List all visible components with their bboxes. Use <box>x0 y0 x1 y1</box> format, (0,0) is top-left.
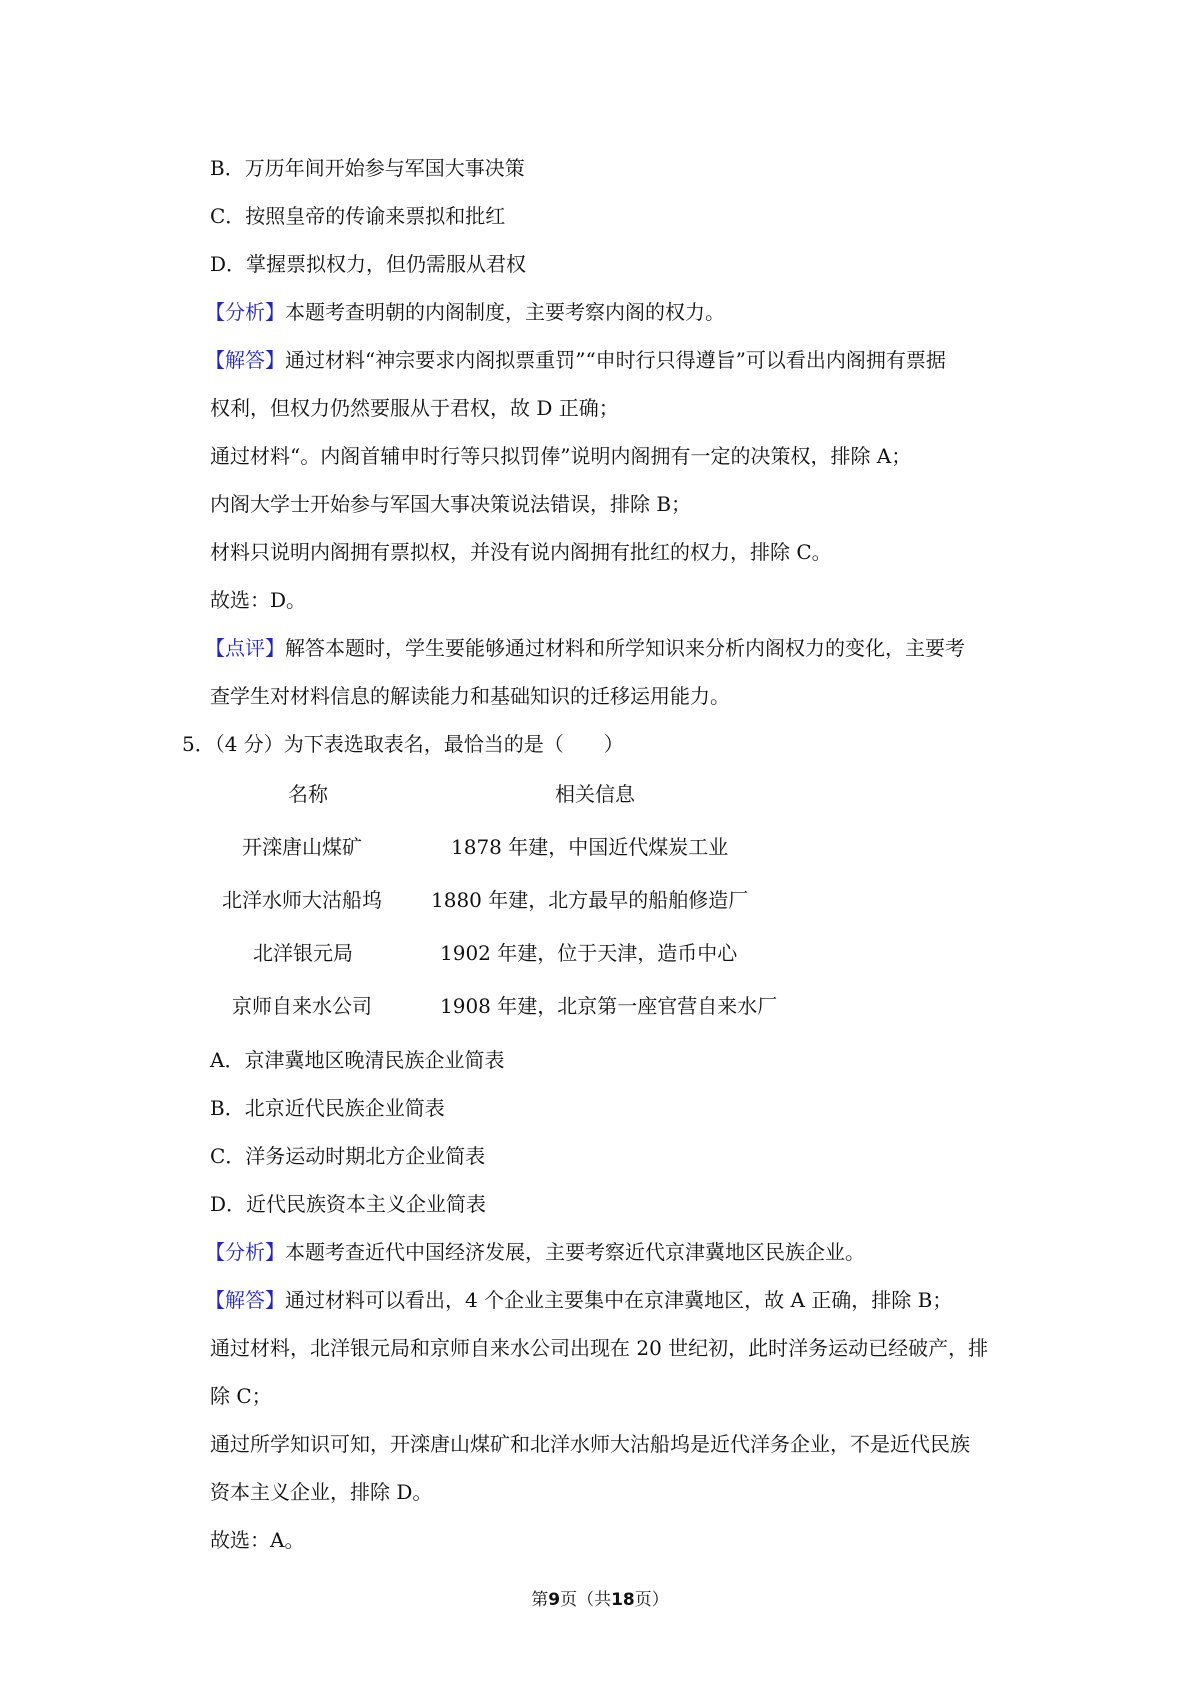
q4-answer <box>205 346 946 374</box>
q5-stem: 5．（4 分）为下表选取表名，最恰当的是（ ） <box>182 732 624 756</box>
footer-suffix: 页） <box>634 1590 669 1610</box>
footer-page-number: 9 <box>548 1590 561 1610</box>
answer-text: 通过材料“神宗要求内阁拟票重罚”“申时行只得遵旨”可以看出内阁拥有票据 <box>285 348 946 372</box>
comment-tag: 【点评】 <box>205 636 285 660</box>
q4-answer-line: 故选：D。 <box>210 588 307 612</box>
q4-option-b: B．万历年间开始参与军国大事决策 <box>210 156 525 180</box>
q4-answer-line: 通过材料“。内阁首辅申时行等只拟罚俸”说明内阁拥有一定的决策权，排除 A； <box>210 444 912 468</box>
analysis-tag: 【分析】 <box>205 1240 285 1264</box>
table-cell-name: 开滦唐山煤矿 <box>242 835 362 859</box>
q5-option-a: A．京津冀地区晚清民族企业简表 <box>210 1048 505 1072</box>
table-cell-info: 1878 年建，中国近代煤炭工业 <box>451 835 729 859</box>
q4-comment-line: 查学生对材料信息的解读能力和基础知识的迁移运用能力。 <box>210 684 730 708</box>
q5-answer-line: 故选：A。 <box>210 1528 305 1552</box>
q5-answer-line: 通过所学知识可知，开滦唐山煤矿和北洋水师大沽船坞是近代洋务企业，不是近代民族 <box>210 1432 970 1456</box>
q4-analysis <box>205 298 725 326</box>
q5-answer-line: 资本主义企业，排除 D。 <box>210 1480 433 1504</box>
answer-tag: 【解答】 <box>205 1288 285 1312</box>
answer-tag: 【解答】 <box>205 348 285 372</box>
q4-option-d: D．掌握票拟权力，但仍需服从君权 <box>210 252 527 276</box>
table-header-info: 相关信息 <box>555 782 635 806</box>
q4-answer-line: 内阁大学士开始参与军国大事决策说法错误，排除 B； <box>210 492 692 516</box>
q5-option-d: D．近代民族资本主义企业简表 <box>210 1192 487 1216</box>
q4-answer-line: 权利，但权力仍然要服从于君权，故 D 正确； <box>210 396 619 420</box>
footer-mid: 页（共 <box>560 1590 612 1610</box>
analysis-text: 本题考查明朝的内阁制度，主要考察内阁的权力。 <box>285 300 725 324</box>
table-cell-name: 北洋水师大沽船坞 <box>222 888 382 912</box>
q5-analysis <box>205 1238 865 1266</box>
analysis-text: 本题考查近代中国经济发展，主要考察近代京津冀地区民族企业。 <box>285 1240 865 1264</box>
table-cell-info: 1880 年建，北方最早的船舶修造厂 <box>431 888 749 912</box>
q5-answer-line: 除 C； <box>210 1384 272 1408</box>
analysis-tag: 【分析】 <box>205 300 285 324</box>
q5-option-b: B．北京近代民族企业简表 <box>210 1096 445 1120</box>
answer-text: 通过材料可以看出，4 个企业主要集中在京津冀地区，故 A 正确，排除 B； <box>285 1288 953 1312</box>
table-header-name: 名称 <box>288 782 328 806</box>
q5-option-c: C．洋务运动时期北方企业简表 <box>210 1144 486 1168</box>
table-cell-info: 1902 年建，位于天津，造币中心 <box>440 941 738 965</box>
table-cell-info: 1908 年建，北京第一座官营自来水厂 <box>440 994 778 1018</box>
footer-prefix: 第 <box>531 1590 549 1610</box>
comment-text: 解答本题时，学生要能够通过材料和所学知识来分析内阁权力的变化，主要考 <box>285 636 965 660</box>
q5-answer <box>205 1286 952 1314</box>
table-cell-name: 北洋银元局 <box>253 941 353 965</box>
q5-answer-line: 通过材料，北洋银元局和京师自来水公司出现在 20 世纪初，此时洋务运动已经破产，排 <box>210 1336 989 1360</box>
footer-total-pages: 18 <box>611 1590 635 1610</box>
table-cell-name: 京师自来水公司 <box>232 994 372 1018</box>
q4-comment <box>205 634 965 662</box>
page-footer <box>0 1588 1200 1612</box>
q4-option-c: C．按照皇帝的传谕来票拟和批红 <box>210 204 506 228</box>
q4-answer-line: 材料只说明内阁拥有票拟权，并没有说内阁拥有批红的权力，排除 C。 <box>210 540 832 564</box>
